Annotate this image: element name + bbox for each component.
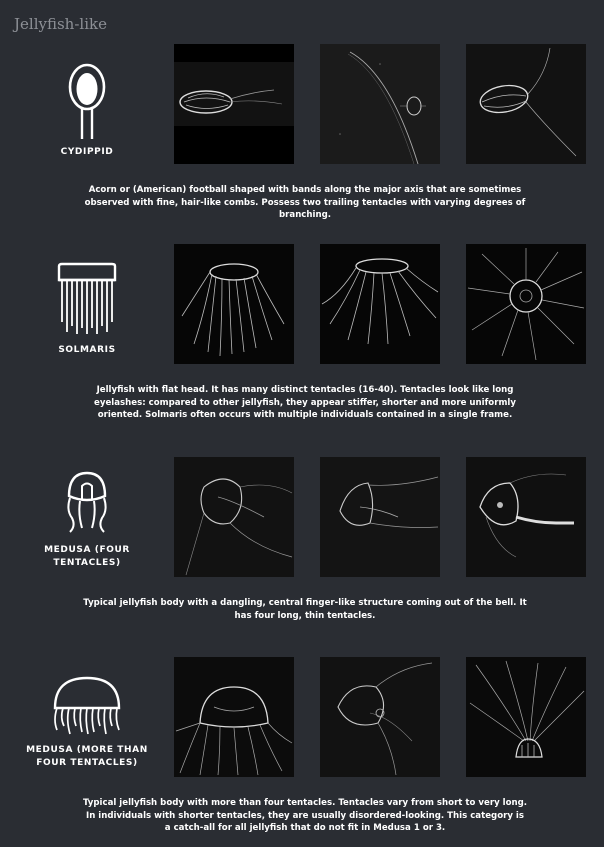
specimen-photo <box>466 244 586 364</box>
specimen-photo <box>320 44 440 164</box>
specimen-photo <box>174 44 294 164</box>
category-icon-wrap <box>22 262 152 357</box>
category-icon-wrap <box>22 676 152 770</box>
category-description: Jellyfish with flat head. It has many distinct tentacles (16-40). Tentacles look like long eyelashes: compared to other jellyfish, they appear stiffer, shorter and more uniformly oriented. Solmaris often occurs with multiple individuals contained in a single frame. <box>94 385 516 420</box>
solmaris-icon <box>56 262 118 336</box>
category-icon-wrap <box>22 470 152 570</box>
cydippid-icon <box>62 62 112 140</box>
specimen-photo <box>466 44 586 164</box>
specimen-photo <box>466 457 586 577</box>
category-icon-wrap <box>22 62 152 159</box>
medusa-four-icon <box>62 470 112 534</box>
category-description: Acorn or (American) football shaped with bands along the major axis that are sometimes observed with fine, hair-like combs. Possess two trailing tentacles with varying degrees of branching. <box>84 185 526 220</box>
specimen-photo <box>174 657 294 777</box>
specimen-photo <box>320 244 440 364</box>
specimen-photo <box>320 457 440 577</box>
specimen-photo <box>466 657 586 777</box>
medusa-many-icon <box>49 676 125 736</box>
specimen-photo <box>320 657 440 777</box>
category-description: Typical jellyfish body with more than four tentacles. Tentacles vary from short to very long. In individuals with shorter tentacles, they are usually disordered-looking. This category is a catch-all for all jellyfish that do not fit in Medusa 1 or 3. <box>82 798 528 833</box>
category-label: MEDUSA (FOUR TENTACLES) <box>44 545 130 568</box>
category-label: MEDUSA (MORE THAN FOUR TENTACLES) <box>26 745 148 768</box>
page-title: Jellyfish-like <box>14 15 107 33</box>
specimen-photo <box>174 244 294 364</box>
specimen-photo <box>174 457 294 577</box>
category-label: SOLMARIS <box>58 345 116 355</box>
category-label: CYDIPPID <box>60 147 114 157</box>
category-description: Typical jellyfish body with a dangling, central finger-like structure coming out of the bell. It has four long, thin tentacles. <box>83 598 527 621</box>
